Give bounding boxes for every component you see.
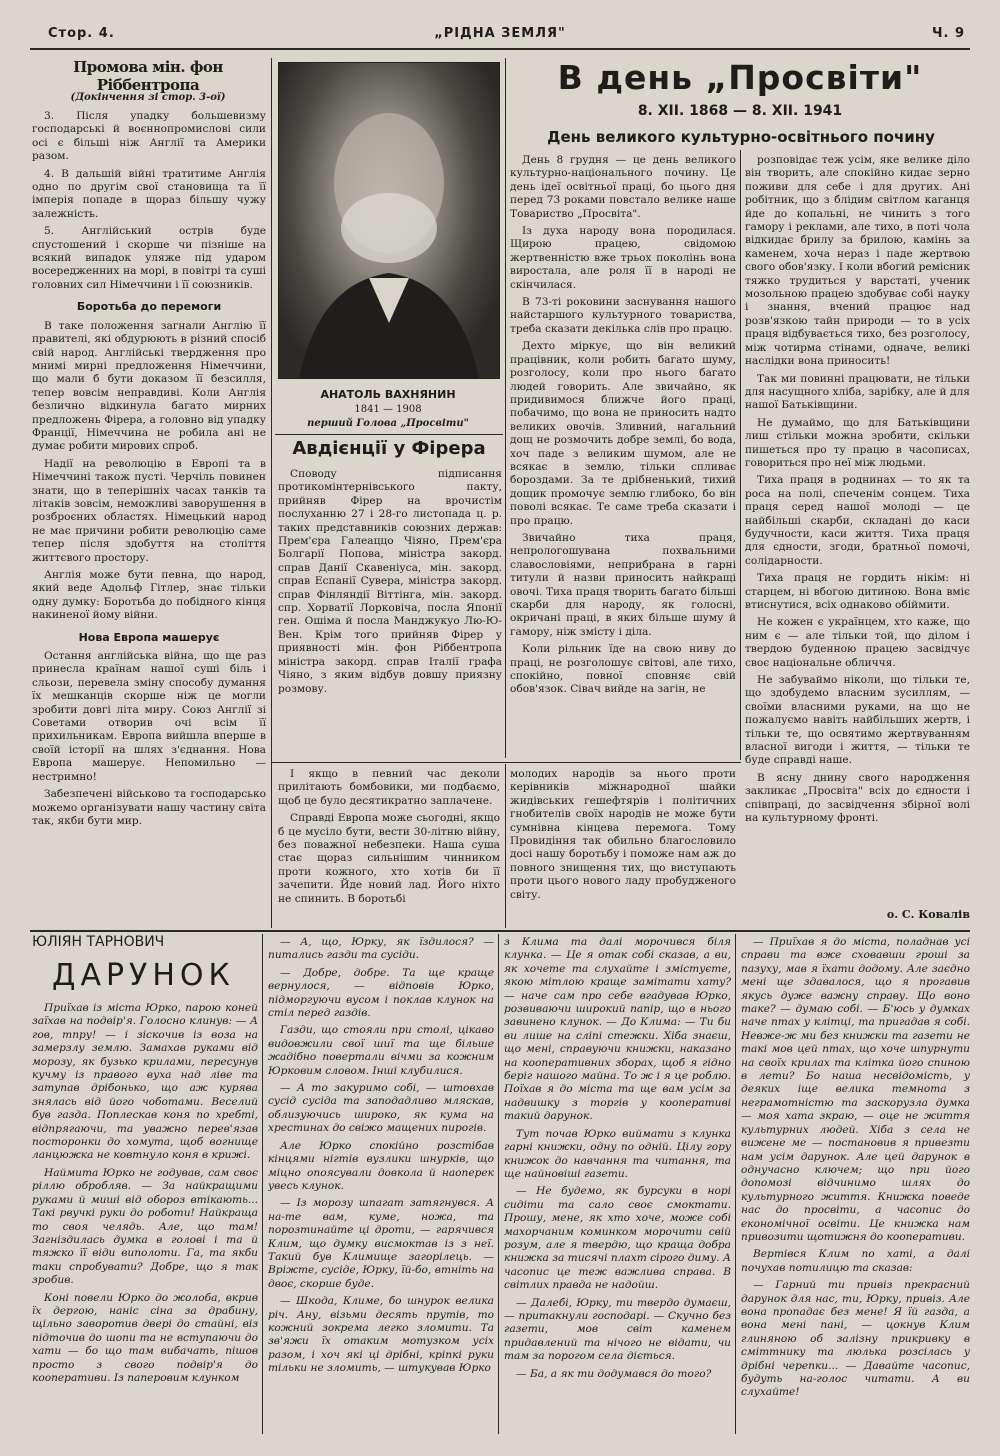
story-column-3 <box>504 936 731 1432</box>
portrait-rule <box>275 434 503 435</box>
paragraph: — Приїхав я до міста, поладнав усі справи та вже сховавши гроші за пазуху, мав я їхати додому. Але заєдно мені ще здавалося, що я прогавив якусь дуже важну справу. Що воно таке? — думаю собі. — Б'юсь у думках наче птах у клітці, та пригадав я собі. Невже-ж ми без книжки та газети не такі мов цей птах, що хоче шпурнути на своїх крилах та клітка його спиною в лети? Бо наша несвідомість, у деяких іще велика темнота з неграмотністю та заскорузла думка — моя хата зкраю, — оце не життя культурних людей. Хіба з села не вижене ме — постановив я привезти нам усім дарунок. Але цей дарунок в однучасно ключем; що при його допомозі відчинимо шлях до культурного життя. Книжка поведе нас до просвіти, а часопис до економічної освіти. Це книжка нам привозити щотижня до кооперативи. <box>741 936 970 1243</box>
column-divider <box>505 58 506 758</box>
prosvita-subtitle: День великого культурно-освітнього почину <box>547 128 935 146</box>
paragraph: 4. В дальшій війні тратитиме Англія одно по другім свої становища та її імперія попаде в щораз більшу чужу залежність. <box>32 167 266 220</box>
ribbentrop-body <box>32 110 266 925</box>
paragraph: Приїхав із міста Юрко, парою коней заїхав на подвір'я. Голосно клинув: — А гов, тпру! — і зіскочив із воза на замерзлу землю. Замахав руками від морозу, як бузько крилами, пересунув кучму із правого вуха над ліве та затупав дрібонько, що аж курява знялась від його чоботами. Веселий був газда. Поплескав коня по хребті, відпрягаючи, та уважно перев'язав посторонки до хомута, щоб вогнище ланцюжка не ковтнуло коня в крижі. <box>32 1002 258 1162</box>
newspaper-name: „РІДНА ЗЕМЛЯ" <box>434 26 566 41</box>
paragraph: — А то закуримо собі, — штовхав сусід сусіда та заподадливо мляскав, облизуючись широко, як кума на хрестинах до свіжо мащених пирогів. <box>268 1082 494 1135</box>
story-author: ЮЛІЯН ТАРНОВИЧ <box>32 934 165 950</box>
issue-number: Ч. 9 <box>932 26 966 41</box>
paragraph: Наймита Юрко не годував, сам своє ріллю обробляв. — За найкращими руками й миші від обороз втікають... Такі рвучкі руки до роботи! Найкраща то своя челядь. Але, що там! Загніздилась думка в голові і та й тяжко її віди виполоти. Га, та якби таки спробувати? Добре, що я так зробив. <box>32 1166 258 1287</box>
section-rule <box>30 930 970 932</box>
paragraph: Вертівся Клим по хаті, а далі почухав потилицю та сказав: <box>741 1248 970 1274</box>
paragraph: Англія може бути певна, що народ, який веде Адольф Гітлер, знає тільки одну думку: Боротьба до побідного кінця накиненої йому війни. <box>32 569 266 622</box>
prosvita-author: о. С. Ковалів <box>886 908 970 921</box>
prosvita-dates: 8. XII. 1868 — 8. XII. 1941 <box>637 103 843 119</box>
paragraph: — Ба, а як ти додумався до того? <box>516 1367 712 1380</box>
paragraph: Коні повели Юрко до жолоба, вкрив їх дергою, наніс сіна за драбину, щільно заворотив двері до стайні, віз підточив до шопи та не вступаючи до хати — бо що там вибачать, пішов просто з свого подвір'я до кооперативи. Із паперовим клунком <box>32 1291 258 1384</box>
continuation-rule <box>271 762 741 763</box>
paragraph: Звичайно тиха праця, непрологошувана похвальними славословіями, неприбрана в гарні титули й назви приносить найкращі овочі. Тиха праця творить багато більші скарби для народу, як голосні, окричані праці, в яких більше шуму й гамору, ніж змісту і діла. <box>510 531 736 638</box>
paragraph: Забезпечені військово та господарсько можемо організувати нашу частину світа так, якби бути мир. <box>32 788 266 827</box>
paragraph: Справді Европа може сьогодні, якщо б це мусіло бути, вести 30-літню війну, без поважної небезпеки. Наша суша стає щораз сильнішим чинником проти кожного, хто хотів би її зачепити. Йде новий лад. Його ніхто не спинить. В боротьбі <box>278 812 500 905</box>
ribbentrop-subtitle: (Докінчення зі стор. 3-ої) <box>70 92 226 103</box>
paragraph: Не кожен є українцем, хто каже, що ним є — але тільки той, що ділом і твердою буденною працею засвідчує своє національне обличчя. <box>745 616 970 669</box>
column-divider <box>262 934 263 1434</box>
paragraph: Не забуваймо ніколи, що тільки те, що здобудемо власним зусиллям, —своїми власними руками, на що не пожалуємо навіть найбільших жертв, і тільки те, що освятимо жертвуванням власної вигоди і життя, — тільки те буде справді наше. <box>745 674 970 767</box>
ribbentrop-continuation <box>278 768 500 926</box>
paragraph: Не думаймо, що для Батьківщини лиш стільки можна зробити, скільки пишеться про ту працю в часописах, говориться про неї між людьми. <box>745 416 970 469</box>
paragraph: Тиха праця в роднинах — то як та роса на полі, спеченім сонцем. Тиха праця серед нашої молоді — це найбільші скарби, складані до каси будучности, каси життя. Тиха праця для єдности, згоди, братньої помочі, солідарности. <box>745 474 970 567</box>
paragraph: І якщо в певний час деколи прилітають бомбовики, ми подбаємо, щоб це було десятикратно заплачене. <box>278 768 500 807</box>
paragraph: Тиха праця не гордить нікім: ні старцем, ні вбогою дитиною. Вона вміє втиснутися, всіх однаково обіймити. <box>745 572 970 611</box>
portrait-caption: перший Голова „Просвіти" <box>307 418 469 429</box>
prosvita-title: В день „Просвіти" <box>557 58 923 97</box>
story-title: ДАРУНОК <box>52 958 235 993</box>
paragraph: — Не будемо, як бурсуки в норі сидіти та сало своє смоктати. Прошу, мене, як хто хоче, може собі махорчаним коминком морочити свій розум, але я твердю, що краща добра книжка за тисячі плахт сірого диму. А часопис це теж важлива справа. В світлих правда не надойш. <box>504 1185 731 1292</box>
portrait-photo <box>278 62 500 379</box>
paragraph: Але Юрко спокійно розстібав кінцями нігтів вузлики шнурків, що міцно опоясували довкола й наоперек увесь клунок. <box>268 1139 494 1192</box>
column-divider <box>735 934 736 1434</box>
paragraph: День 8 грудня — це день великого культурно-національного почину. Це день ідеї освітньої праці, бо цього дня перед 73 роками повстало велике наше Товариство „Просвіта". <box>510 154 736 220</box>
page-number: Стор. 4. <box>48 26 115 41</box>
paragraph: Надії на революцію в Европі та в Німеччині також пусті. Черчіль повинен знати, що в теперішніх часах танків та літаків зовсім, неможливі заворушення в розброєних областях. Німецький народ не має причини робити революцію саме тепер після здобуття на століття життєвого простору. <box>32 457 266 564</box>
paragraph: Дехто міркує, що він великий працівник, коли робить багато шуму, розголосу, коли про нього багато людей говорить. Але звичайно, як придивимося ближче його праці, побачимо, що вона не приносить надто великих овочів. Зливний, нагальний дощ не розмочить добре землі, бо вода, хоч паде з великим шумом, але не всякає в землю, тільки спливає бороздами. За те дрібненький, тихий дощик промочує землю глибоко, бо він поволі всякає. Те саме треба сказати і про працю. <box>510 340 736 527</box>
audience-body <box>278 468 502 754</box>
paragraph: — Гарний ти привіз прекрасний дарунок для нас, ти, Юрку, привіз. Але вона пропадає без мене! Я їй газда, а вона мені пані, — цокнув Клим глиняною об залізну прикривку в сміттнику та люлька розсілась у дрібні черепки... — Давайте часопис, будуть на-голос читати. А ви слухайте! <box>741 1279 970 1399</box>
ribbentrop-title: Промова мін. фон Ріббентропа <box>73 58 223 94</box>
paragraph: Остання англійська війна, що ще раз принесла країнам нашої суші біль і сльози, перевела зміну способу думання їх мешканців скорше ніж це могли зробити довгі літа миру. Союз Англії зі Советами отворив очі всім її прихильникам. Европа вийшла вперше в своїй історії на шлях з'єднання. Нова Европа машерує. Непомильно — нестримно! <box>32 650 266 783</box>
paragraph: 5. Англійський острів буде спустошений і скорше чи пізніше на всякий випадок уляже під ударом восередженних на морі, в повітрі та суші головних сил Німеччини і її союзників. <box>32 225 266 291</box>
paragraph: Газди, що стояли при столі, цікаво видовжили свої шиї та ще більше жадібно повертали вічми за кожним Юрковим словом. Інші клубилися. <box>268 1024 494 1077</box>
paragraph: В таке положення загнали Англію її правителі, які обдурюють в різний спосіб свій народ. Англійські твердження про мнимі мирні предложення Німеччини, що мали б бути доказом її безсилля, тепер вовсім неправдиві. Коли Англія безлично відкинула багато мирних предложень Фірера, а головно від упадку Франції, Німеччина не робила ані не думає робити мирових спроб. <box>32 319 266 453</box>
column-divider <box>498 934 499 1434</box>
section-heading: Нова Европа машерує <box>78 630 220 644</box>
column-divider <box>505 764 506 928</box>
column-divider <box>740 150 741 760</box>
portrait-name: АНАТОЛЬ ВАХНЯНИН <box>320 388 456 401</box>
paragraph: В ясну днину свого народження закликає „Просвіта" всіх до єдности і співпраці, до засвідчення збірної волі на культурному фронті. <box>745 771 970 825</box>
paragraph: — Добре, добре. Та ще краще вернулося, — відповів Юрко, підморгуючи вусом і поклав клунок на стіл перед газдів. <box>268 966 494 1020</box>
audience-title: Авдієнції у Фірера <box>292 438 486 459</box>
ribbentrop-continuation-2 <box>510 768 736 926</box>
portrait-silhouette-icon <box>279 63 499 378</box>
section-heading: Боротьба до перемоги <box>76 300 222 314</box>
paragraph: — Шкода, Климе, бо шнурок велика річ. Ану, візьми десять прутів, то кожний зокрема легко зломити. Та зв'яжи їх отаким мотузком усіх разом, і хоч які ці дрібні, кріпкі руки тільки не зломить, — штукував Юрко <box>268 1295 494 1375</box>
portrait-years: 1841 — 1908 <box>354 404 422 415</box>
paragraph: Коли рільник їде на свою ниву до праці, не розголошує світові, але тихо, спокійно, повної сповняє свій обов'язок. Сівач вийде на загін, не <box>510 643 736 696</box>
paragraph: Споводу підписання протикомінтернівського пакту, прийняв Фірер на врочистім послуханню 27 і 28-го листопада ц. р. таких представників союзних держав: Прем'єра Галеаццо Чіяно, Прем'єра Болгарії Попова, міністра закорд. справ Данії Скавеніуса, мін. закорд. справ Еспанії Сувера, міністра закорд. справ Фінляндії Віттінга, мін. закорд. спр. Хорватії Лорковіча, посла Японії ген. Ошіма й посла Манджукуо Лю-Ю-Вен. Крім того прийняв Фірер у приявності мін. фон Ріббентропа міністра закорд. справ Італії графа Чіяно, з яким відбув довшу приязну розмову. <box>278 468 502 695</box>
paragraph: — Із морозу шпагат затягнувся. А на-те вам, куме, ножа, та порозтинайте ці дроти, — гарячився Клим, що думку висмоктав із з неї. Такий був Климище загорілець. — Вріжте, сусіде, Юрку, їй-бо, втніть на двоє, скорше буде. <box>268 1197 494 1290</box>
story-column-2 <box>268 936 494 1432</box>
header-rule <box>30 48 970 50</box>
prosvita-left-column <box>510 154 736 754</box>
paragraph: 3. Після упадку большевизму господарські й воєннопромислові сили осі є більші ніж Англії та Америки разом. <box>32 110 266 163</box>
paragraph: — А, що, Юрку, як їздилося? — питались газди та сусіди. <box>268 936 494 962</box>
paragraph: В 73-ті роковини заснування нашого найстаршого культурного товариства, треба сказати декілька слів про працю. <box>510 296 736 335</box>
paragraph: Із духа народу вона породилася. Щирою працею, свідомою жертвенністю вже трьох поколінь вона виростала, але роля її в народі не скінчилася. <box>510 225 736 291</box>
paragraph: з Клима та далі морочився біля клунка. — Це я отак собі сказав, а ви, як хочете та слухайте і змістуєте, якою мітлою краще замітати хату? — наче сам про себе вгадував Юрко, розвиваючи широкий папір, що в нього завинено клунок. — До Клима: — Ти би ви лише на сліпі стежки. Хіба знаєш, що мені, справуючи книжки, наказано на кооперативних зборах, щоб я гідно беріг нашого майна. То ж і я це роблю. Поїхав я до міста та ще вам усім за надвишку з торгів у кооперативі такий дарунок. <box>504 936 731 1123</box>
paragraph: молодих народів за нього проти керівників міжнародної шайки жидівських гешефтярів і політичних гнобителів своїх народів не може бути сумнівна кінцева перемога. Тому Провидіння так обильно благословило досі нашу боротьбу і поможе нам аж до повного знищення тих, що виступають проти цього нового ладу пробудженого світу. <box>510 768 736 901</box>
paragraph: Тут почав Юрко виймати з клунка гарні книжки, одну по одній. Цілу гору книжок до навчання та читання, та ще найновіші газети. <box>504 1127 731 1180</box>
story-column-4 <box>741 936 970 1432</box>
story-column-1 <box>32 1002 258 1432</box>
prosvita-right-column <box>745 154 970 904</box>
paragraph: — Далебі, Юрку, ти твердо думаєш, — притакнули господарі. — Скучно без газети, мов світ каменем придавлений та нічого не відати, чи там за порогом села діється. <box>504 1296 731 1363</box>
column-divider <box>271 58 272 928</box>
paragraph: Так ми повинні працювати, не тільки для насущного хліба, зарібку, але й для нашої Батьківщини. <box>745 372 970 412</box>
paragraph: розповідає теж усім, яке велике діло він творить, але спокійно кидає зерно поживи для себе і для других. Ані робітник, що з блідим світлом каганця йде до копальні, не чинить з того гамору і реклами, але тихо, в поті чола відкидає брилу за брилою, камінь за каменем, хоча нераз і паде жертвою свого обов'язку. І коли вбогий ремісник тяжко трудиться у варстаті, ученик мозольною працею здобуває собі науку і знання, вчений працює над розв'язкою тайн природи — то в усіх праця відбувається тихо, без розголосу, між чотирма стінами, одначе, великі наслідки вона приносить! <box>745 154 970 368</box>
